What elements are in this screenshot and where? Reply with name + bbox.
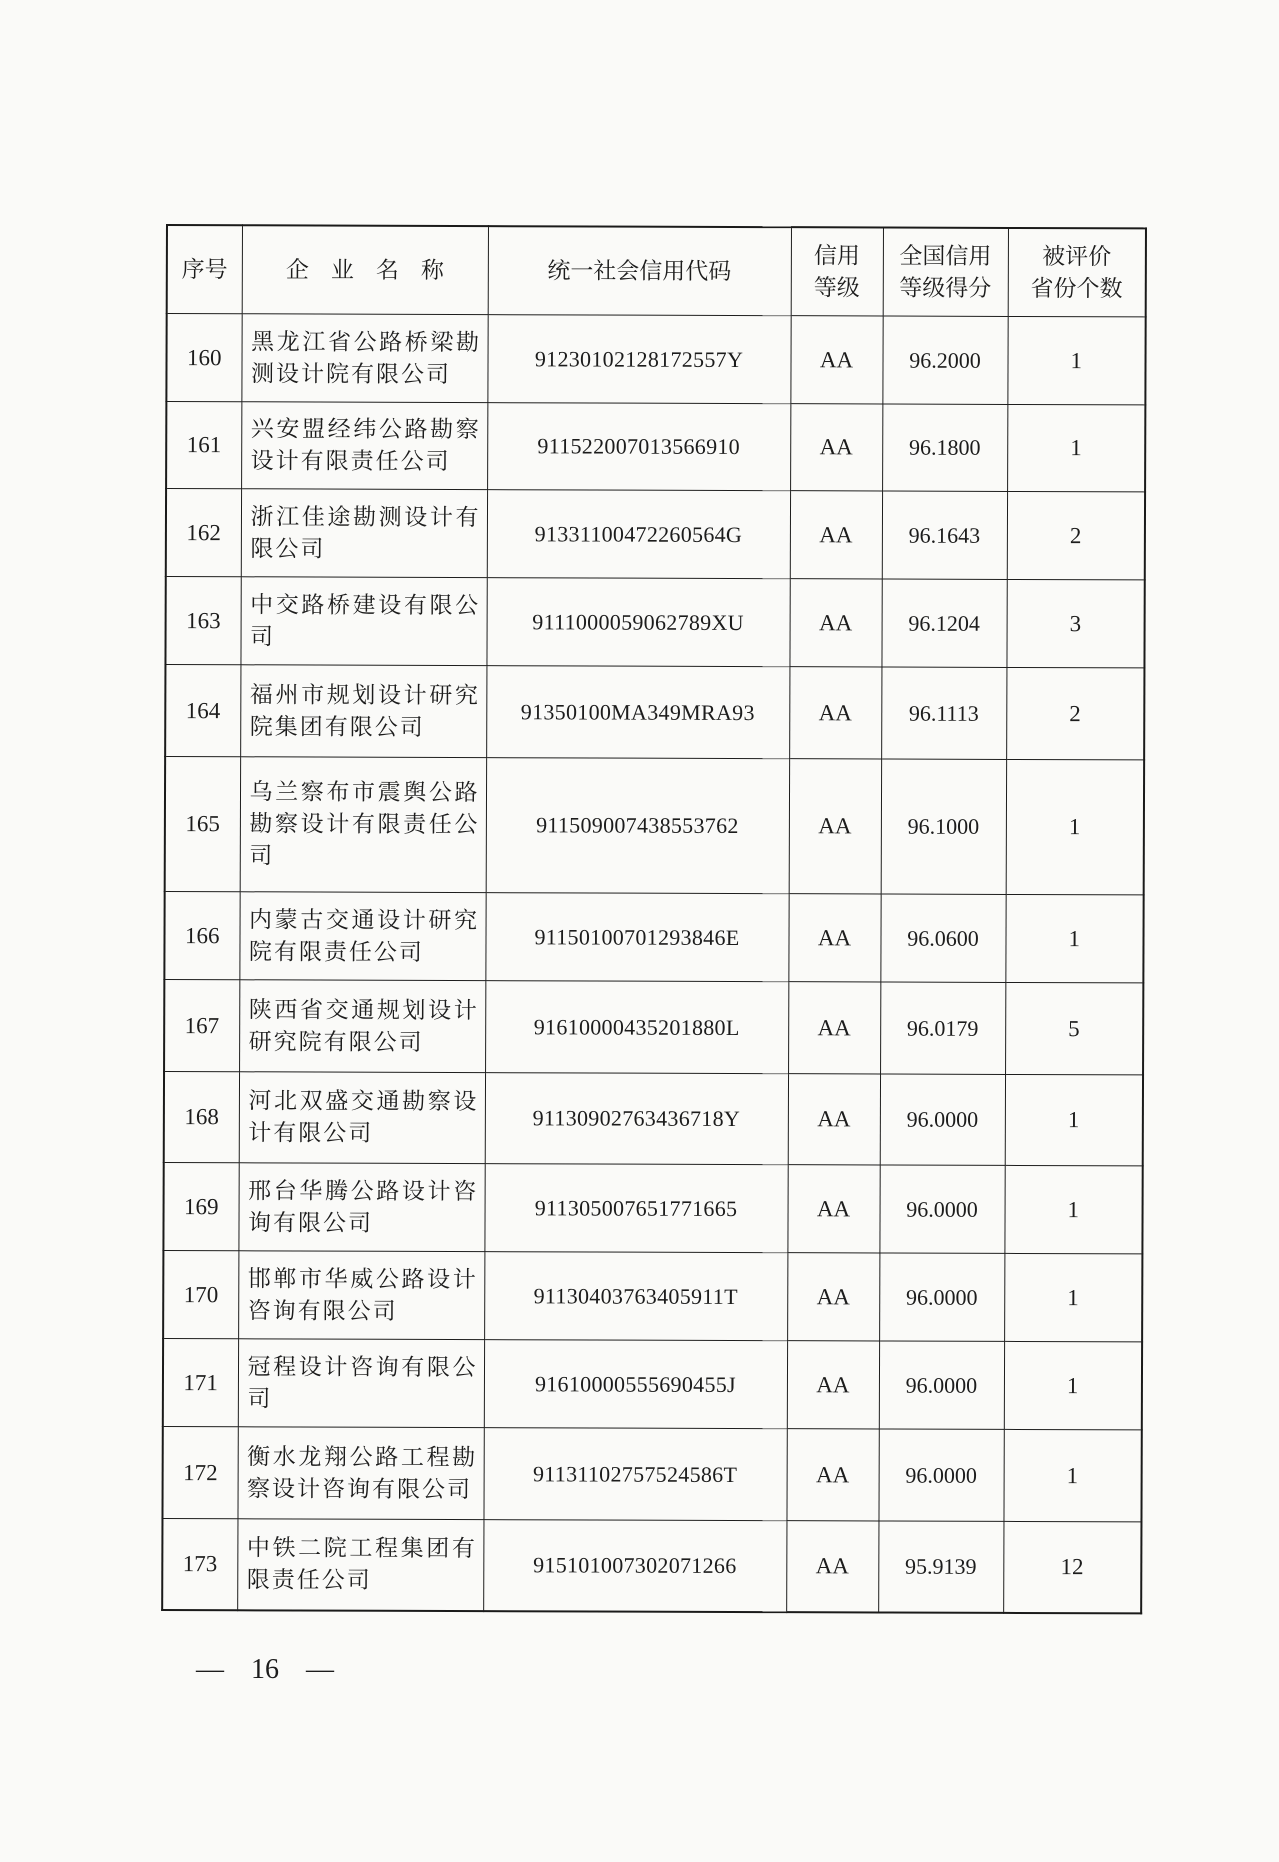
company-name-cell: 河北双盛交通勘察设计有限公司 (239, 1072, 485, 1164)
national-score-cell: 96.0000 (879, 1341, 1004, 1429)
serial-cell: 166 (164, 891, 239, 979)
serial-cell: 160 (166, 314, 241, 402)
company-name-cell: 陕西省交通规划设计研究院有限公司 (239, 980, 485, 1073)
company-name-cell: 邯郸市华威公路设计咨询有限公司 (238, 1251, 484, 1340)
table-row (166, 402, 1145, 492)
header-credit-code (488, 226, 791, 316)
credit-rating-table (161, 224, 1147, 1614)
national-score-cell: 96.0000 (879, 1165, 1004, 1253)
credit-grade-cell: AA (790, 491, 882, 579)
table-row (163, 1250, 1142, 1341)
header-credit-grade-line-1: 信用 (813, 242, 860, 269)
credit-code-cell: 9111000059062789XU (486, 578, 789, 667)
serial-cell: 168 (164, 1071, 239, 1162)
credit-grade-cell: AA (786, 1521, 878, 1613)
company-name-cell: 乌兰察布市震舆公路勘察设计有限责任公司 (240, 757, 486, 893)
company-name-cell: 黑龙江省公路桥梁勘测设计院有限公司 (241, 314, 487, 403)
company-name-cell: 内蒙古交通设计研究院有限责任公司 (239, 892, 485, 981)
credit-grade-cell: AA (788, 1074, 880, 1165)
serial-cell: 167 (164, 979, 239, 1071)
province-count-cell: 1 (1005, 1074, 1143, 1165)
province-count-cell: 2 (1006, 667, 1144, 759)
company-name-cell: 中铁二院工程集团有限责任公司 (237, 1519, 483, 1611)
serial-cell: 162 (166, 489, 241, 577)
credit-code-cell: 91130403763405911T (484, 1252, 787, 1341)
credit-code-cell: 91131102757524586T (483, 1428, 786, 1521)
province-count-cell: 1 (1004, 1165, 1142, 1253)
serial-cell: 172 (162, 1426, 237, 1518)
table-row (165, 577, 1144, 668)
national-score-cell: 96.0000 (878, 1429, 1003, 1521)
credit-code-cell: 91230102128172557Y (487, 315, 790, 404)
header-national-score (883, 228, 1008, 317)
table-body (162, 314, 1146, 1614)
company-name-cell: 浙江佳途勘测设计有限公司 (241, 489, 487, 578)
national-score-cell: 96.1113 (881, 667, 1006, 759)
table-row (166, 314, 1145, 405)
credit-code-cell: 911522007013566910 (487, 403, 790, 491)
credit-grade-cell: AA (786, 1429, 878, 1521)
company-name-cell: 冠程设计咨询有限公司 (238, 1339, 484, 1428)
province-count-cell: 1 (1003, 1429, 1141, 1521)
national-score-cell: 95.9139 (878, 1521, 1003, 1613)
table-row (164, 891, 1143, 982)
header-serial-label: 序号 (181, 256, 228, 283)
credit-grade-cell: AA (790, 404, 882, 491)
national-score-cell: 96.0179 (880, 982, 1005, 1074)
credit-grade-cell: AA (787, 1253, 879, 1341)
serial-cell: 161 (166, 402, 241, 489)
company-name-cell: 衡水龙翔公路工程勘察设计咨询有限公司 (237, 1427, 483, 1520)
province-count-cell: 1 (1004, 1341, 1142, 1429)
table-header (167, 225, 1146, 317)
credit-code-cell: 911509007438553762 (486, 758, 789, 894)
credit-code-cell: 91610000435201880L (485, 981, 788, 1074)
table-row (164, 979, 1143, 1074)
header-province-count-line-2: 省份个数 (1030, 275, 1123, 302)
company-name-cell: 中交路桥建设有限公司 (240, 577, 486, 666)
credit-code-cell: 91130902763436718Y (485, 1073, 788, 1165)
header-national-score-line-1: 全国信用 (899, 243, 992, 270)
credit-code-cell: 915101007302071266 (483, 1520, 786, 1613)
credit-grade-cell: AA (790, 316, 882, 404)
credit-code-cell: 91331100472260564G (487, 490, 790, 579)
header-company-label: 企业名称 (285, 256, 466, 284)
serial-cell: 163 (165, 577, 240, 665)
table-row (163, 1162, 1142, 1253)
serial-cell: 173 (162, 1518, 237, 1610)
province-count-cell: 1 (1005, 894, 1143, 982)
province-count-cell: 1 (1006, 759, 1144, 894)
table-row (164, 1071, 1143, 1165)
company-name-cell: 邢台华腾公路设计咨询有限公司 (238, 1163, 484, 1252)
header-credit-grade (791, 227, 883, 316)
province-count-cell: 12 (1003, 1521, 1141, 1613)
table-row (165, 665, 1144, 760)
national-score-cell: 96.0600 (880, 894, 1005, 982)
header-province-count-line-1: 被评价 (1042, 243, 1112, 270)
table-row (165, 757, 1144, 895)
credit-grade-cell: AA (788, 894, 880, 982)
table-row (162, 1518, 1141, 1613)
serial-cell: 170 (163, 1250, 238, 1338)
header-province-count (1008, 228, 1146, 317)
national-score-cell: 96.1000 (881, 759, 1006, 894)
header-company-name (242, 225, 488, 314)
province-count-cell: 1 (1007, 404, 1145, 491)
header-serial (167, 225, 242, 314)
province-count-cell: 2 (1007, 491, 1145, 579)
table-row (162, 1426, 1141, 1521)
national-score-cell: 96.2000 (882, 316, 1007, 404)
national-score-cell: 96.0000 (879, 1253, 1004, 1341)
table-row (163, 1338, 1142, 1429)
company-name-cell: 福州市规划设计研究院集团有限公司 (240, 665, 486, 758)
province-count-cell: 3 (1006, 579, 1144, 667)
national-score-cell: 96.0000 (880, 1074, 1005, 1165)
credit-code-cell: 911305007651771665 (484, 1164, 787, 1253)
page-number: — 16 — (196, 1654, 334, 1685)
credit-grade-cell: AA (787, 1165, 879, 1253)
serial-cell: 171 (163, 1338, 238, 1426)
serial-cell: 164 (165, 665, 240, 757)
header-national-score-line-2: 等级得分 (899, 275, 992, 302)
serial-cell: 169 (163, 1162, 238, 1250)
credit-grade-cell: AA (787, 1341, 879, 1429)
header-row (167, 225, 1146, 317)
credit-grade-cell: AA (789, 667, 881, 759)
national-score-cell: 96.1643 (882, 491, 1007, 579)
header-credit-code-label: 统一社会信用代码 (547, 257, 732, 285)
credit-grade-cell: AA (789, 759, 881, 894)
national-score-cell: 96.1204 (881, 579, 1006, 667)
credit-code-cell: 91150100701293846E (485, 893, 788, 982)
credit-code-cell: 91610000555690455J (484, 1340, 787, 1429)
national-score-cell: 96.1800 (882, 404, 1007, 491)
province-count-cell: 1 (1007, 316, 1145, 404)
table-row (166, 489, 1145, 580)
credit-code-cell: 91350100MA349MRA93 (486, 666, 789, 759)
credit-grade-cell: AA (789, 579, 881, 667)
header-credit-grade-line-2: 等级 (813, 274, 860, 301)
province-count-cell: 1 (1004, 1253, 1142, 1341)
company-name-cell: 兴安盟经纬公路勘察设计有限责任公司 (241, 402, 487, 490)
serial-cell: 165 (165, 757, 240, 892)
credit-grade-cell: AA (788, 982, 880, 1074)
province-count-cell: 5 (1005, 982, 1143, 1074)
